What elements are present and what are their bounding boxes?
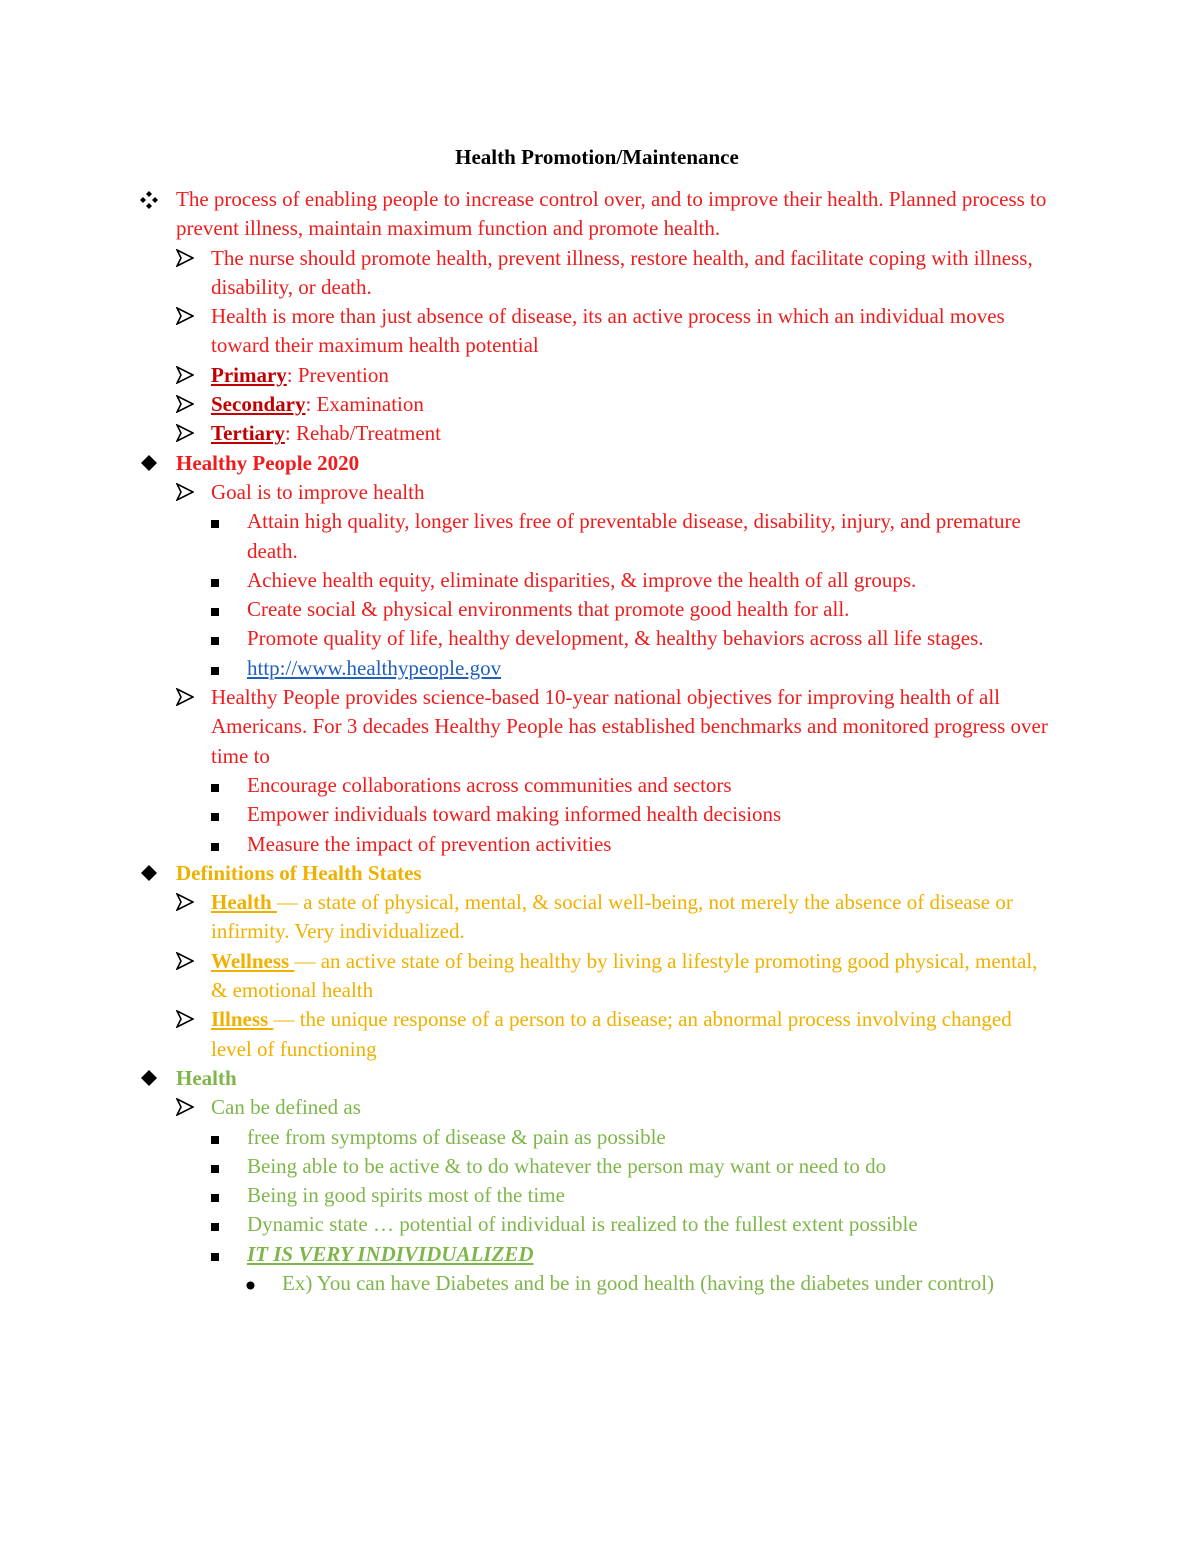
square-bullet-icon [211,830,219,859]
arrowhead-bullet-icon [176,683,194,714]
item-text: Can be defined as [211,1095,361,1120]
item-text: Healthy People provides science-based 10-year national objectives for improving health of all Americans. For 3 decades Healthy People has established benchmarks and monitored progress over time to [211,685,1048,768]
square-bullet-icon [211,1123,219,1152]
square-bullet-icon [211,1210,219,1239]
section-heading: Healthy People 2020 [176,450,360,475]
list-item [0,1181,1047,1210]
list-item [0,1210,1047,1239]
list-item [0,507,1047,566]
term-health: Health [211,890,277,915]
item-text: — an active state of being healthy by living a lifestyle promoting good physical, mental, & emotional health [211,948,1038,1003]
arrowhead-bullet-icon [176,302,194,333]
term-wellness: Wellness [211,948,295,973]
list-item [0,1123,1047,1152]
diamond-bullet-icon [140,859,158,890]
list-item [0,888,1051,947]
diamond-bullet-icon [140,1064,158,1095]
list-item [0,595,1047,624]
list-item [0,244,1051,303]
list-item [0,390,1051,419]
list-item [0,419,1051,448]
list-item [0,771,1047,800]
list-item [0,1064,1056,1093]
item-text: Goal is to improve health [211,479,425,504]
arrowhead-bullet-icon [176,478,194,509]
diamond-bullet-icon [140,449,158,480]
list-item [0,1093,1051,1122]
list-item [0,1240,1047,1269]
list-item [0,361,1051,390]
arrowhead-bullet-icon [176,947,194,978]
list-item [0,302,1051,361]
term-tertiary: Tertiary [211,421,285,446]
item-text: Measure the impact of prevention activities [247,831,612,856]
term-secondary: Secondary [211,392,306,417]
list-item [0,1005,1051,1064]
arrowhead-bullet-icon [176,361,194,392]
item-text: — the unique response of a person to a disease; an abnormal process involving changed level of functioning [211,1007,1012,1061]
square-bullet-icon [211,507,219,536]
item-text: Achieve health equity, eliminate disparities, & improve the health of all groups. [247,567,917,592]
item-text: Promote quality of life, healthy development, & healthy behaviors across all life stages. [247,626,984,651]
list-item [0,654,1047,683]
list-item [0,1152,1047,1181]
list-item [0,859,1056,888]
list-item [0,478,1051,507]
list-item [0,830,1047,859]
four-diamond-bullet-icon [140,185,158,217]
dot-bullet-icon [246,1269,255,1298]
item-text: free from symptoms of disease & pain as possible [247,1124,666,1149]
item-text: Being able to be active & to do whatever the person may want or need to do [247,1153,887,1178]
square-bullet-icon [211,566,219,595]
square-bullet-icon [211,771,219,800]
item-text: Health is more than just absence of disease, its an active process in which an individual moves toward their maximum health potential [211,304,1005,358]
square-bullet-icon [211,654,219,683]
square-bullet-icon [211,1152,219,1181]
item-text: Empower individuals toward making informed health decisions [247,802,782,827]
list-item [0,624,1047,653]
square-bullet-icon [211,800,219,829]
square-bullet-icon [211,1181,219,1210]
outline-list [0,185,1200,1298]
list-item [0,800,1047,829]
item-text: Encourage collaborations across communities and sectors [247,772,732,797]
item-text: : Rehab/Treatment [284,421,441,446]
list-item [0,185,1056,244]
item-text: Create social & physical environments that promote good health for all. [247,597,850,622]
page-title: Health Promotion/Maintenance [455,145,739,169]
section-heading: Health [176,1065,237,1090]
arrowhead-bullet-icon [176,390,194,421]
list-item [0,566,1047,595]
item-text: Dynamic state … potential of individual is realized to the fullest extent possible [247,1212,918,1237]
list-item [0,683,1051,771]
arrowhead-bullet-icon [176,1093,194,1124]
item-text: : Examination [305,392,424,417]
list-item [0,1269,1042,1298]
arrowhead-bullet-icon [176,244,194,275]
term-primary: Primary [211,362,287,387]
item-text: : Prevention [286,362,389,387]
healthypeople-link[interactable]: http://www.healthypeople.gov [247,655,502,680]
list-item [0,947,1051,1006]
emphasis-text: IT IS VERY INDIVIDUALIZED [247,1241,534,1266]
square-bullet-icon [211,1240,219,1269]
arrowhead-bullet-icon [176,888,194,919]
arrowhead-bullet-icon [176,419,194,450]
arrowhead-bullet-icon [176,1005,194,1036]
item-text: — a state of physical, mental, & social well-being, not merely the absence of disease or infirmity. Very individualized. [211,890,1013,944]
item-text: Being in good spirits most of the time [247,1183,565,1208]
term-illness: Illness [211,1007,274,1032]
section-heading: Definitions of Health States [176,860,422,885]
list-item [0,449,1056,478]
item-text: The process of enabling people to increase control over, and to improve their health. Planned process to prevent illness, maintain maximum function and promote health. [176,187,1047,241]
item-text: Ex) You can have Diabetes and be in good health (having the diabetes under control) [282,1270,995,1295]
square-bullet-icon [211,624,219,653]
item-text: The nurse should promote health, prevent illness, restore health, and facilitate coping with illness, disability, or death. [211,245,1033,299]
item-text: Attain high quality, longer lives free of preventable disease, disability, injury, and premature death. [247,509,1021,563]
square-bullet-icon [211,595,219,624]
